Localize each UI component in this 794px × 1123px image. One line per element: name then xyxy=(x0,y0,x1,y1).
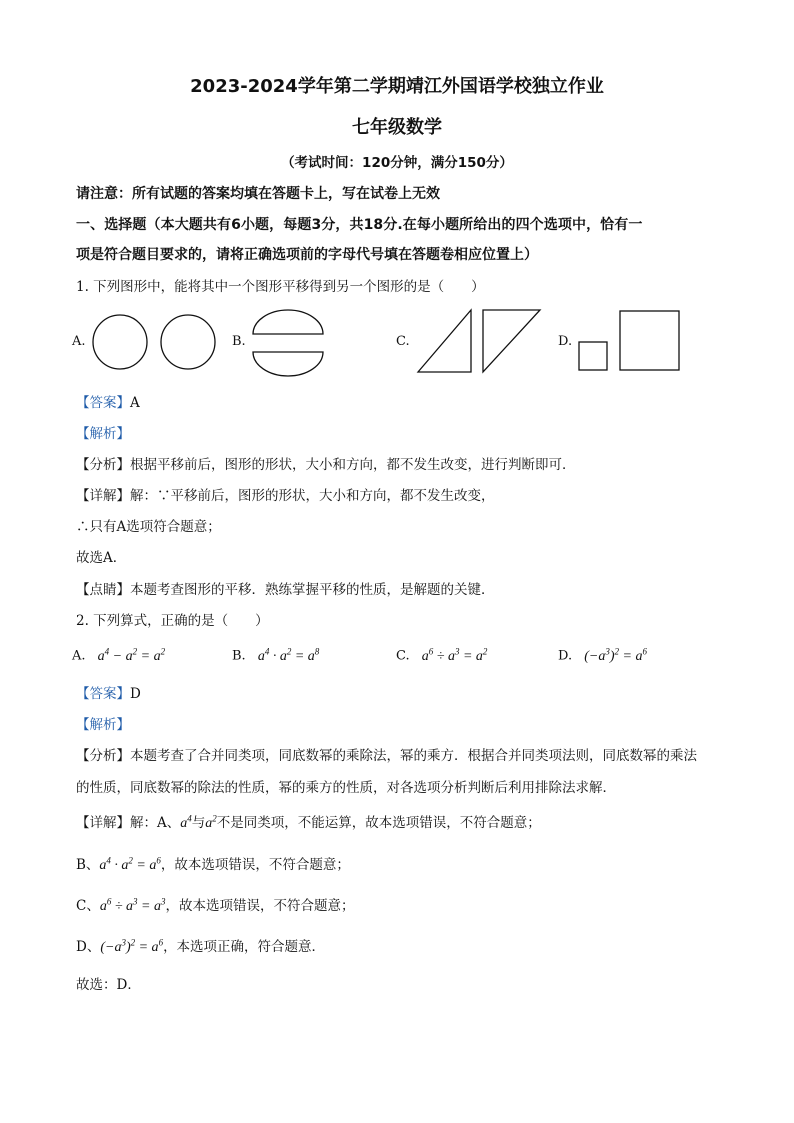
q2-option-d-formula: $(-a^3)^2 = a^6$ xyxy=(584,646,647,664)
detail-a-pre: 解：A、 xyxy=(130,815,181,831)
fenxi-tag: 【分析】 xyxy=(76,457,130,473)
q1-option-d-figure xyxy=(578,310,682,372)
q1-option-d-label: D. xyxy=(558,334,573,349)
detail-tag: 【详解】 xyxy=(76,815,130,831)
detail-d-formula: $(-a^3)^2 = a^6$ xyxy=(100,937,164,955)
q1-option-a-label: A. xyxy=(72,334,86,349)
q2-option-c-formula: $a^6 \div a^3 = a^2$ xyxy=(421,646,488,664)
q2-option-d xyxy=(558,646,647,665)
fenxi-tag: 【分析】 xyxy=(76,748,130,764)
answer-value: D xyxy=(130,686,141,702)
page-title: 2023-2024学年第二学期靖江外国语学校独立作业 xyxy=(190,76,604,97)
fenxi-text: 本题考查了合并同类项，同底数幂的乘除法，幂的乘方．根据合并同类项法则，同底数幂的乘法 xyxy=(130,748,697,764)
detail-tag: 【详解】 xyxy=(76,488,130,504)
q2-option-a-formula: $a^4 - a^2 = a^2$ xyxy=(97,646,166,664)
dianjing-text: 本题考查图形的平移．熟练掌握平移的性质，是解题的关键． xyxy=(130,582,495,598)
q2-analysis-tag: 【解析】 xyxy=(76,717,130,733)
q1-option-c-figure xyxy=(416,308,544,374)
detail-b-pre: B、 xyxy=(76,857,100,873)
q1-fenxi xyxy=(76,453,576,473)
q1-detail xyxy=(76,484,495,504)
q2-option-b-formula: $a^4 \cdot a^2 = a^8$ xyxy=(257,646,320,664)
q2-detail-d xyxy=(76,935,325,956)
question-2-stem: 2. 下列算式，正确的是（ ） xyxy=(76,613,269,629)
q2-option-b-label: B. xyxy=(232,648,246,664)
detail-d-pre: D、 xyxy=(76,939,101,955)
question-1-stem: 1. 下列图形中，能将其中一个图形平移得到另一个图形的是（ ） xyxy=(76,279,485,295)
q1-analysis-tag: 【解析】 xyxy=(76,426,130,442)
detail-c-post: ，故本选项错误，不符合题意； xyxy=(165,898,355,914)
exam-info: （考试时间：120分钟，满分150分） xyxy=(281,155,513,171)
detail-a-mid: 与 xyxy=(191,815,206,831)
q2-option-c xyxy=(396,646,487,665)
q2-option-d-label: D. xyxy=(558,648,573,664)
detail-b-post: ，故本选项错误，不符合题意； xyxy=(160,857,350,873)
notice: 请注意：所有试题的答案均填在答题卡上，写在试卷上无效 xyxy=(76,186,440,202)
q1-option-b-label: B. xyxy=(232,334,246,349)
detail-b-formula: $a^4 \cdot a^2 = a^6$ xyxy=(99,855,161,873)
q1-choose: 故选A． xyxy=(76,550,127,566)
q1-dianjing xyxy=(76,578,495,598)
q1-option-b-figure xyxy=(252,308,324,374)
q2-detail-a xyxy=(76,811,541,832)
q2-option-a-label: A. xyxy=(72,648,86,664)
answer-tag: 【答案】 xyxy=(76,395,130,411)
detail-text: 解：∵平移前后，图形的形状，大小和方向，都不发生改变， xyxy=(130,488,495,504)
dianjing-tag: 【点睛】 xyxy=(76,582,130,598)
q2-option-b xyxy=(232,646,319,665)
q2-option-a xyxy=(72,646,165,665)
fenxi-text: 根据平移前后，图形的形状，大小和方向，都不发生改变，进行判断即可． xyxy=(130,457,576,473)
page-subtitle: 七年级数学 xyxy=(352,117,442,138)
detail-c-pre: C、 xyxy=(76,898,100,914)
q2-detail-c xyxy=(76,894,354,915)
answer-tag: 【答案】 xyxy=(76,686,130,702)
q2-option-c-label: C. xyxy=(396,648,410,664)
section-heading-line1: 一、选择题（本大题共有6小题，每题3分，共18分.在每小题所给出的四个选项中，恰有一 xyxy=(76,217,643,233)
q2-answer xyxy=(76,682,141,702)
q2-fenxi-line2: 的性质，同底数幂的除法的性质，幂的乘方的性质，对各选项分析判断后利用排除法求解． xyxy=(76,780,616,796)
detail-a-term1: $a^4$ xyxy=(180,813,192,831)
q1-option-c-label: C. xyxy=(396,334,410,349)
q1-answer xyxy=(76,391,140,411)
section-heading-line2: 项是符合题目要求的，请将正确选项前的字母代号填在答题卷相应位置上） xyxy=(76,247,538,263)
detail-d-post: ，本选项正确，符合题意． xyxy=(163,939,326,955)
q2-detail-b xyxy=(76,853,350,874)
detail-a-term2: $a^2$ xyxy=(205,813,217,831)
q2-choose: 故选：D． xyxy=(76,977,141,993)
answer-value: A xyxy=(130,395,140,411)
q1-detail-2: ∴只有A选项符合题意； xyxy=(76,519,221,535)
detail-c-formula: $a^6 \div a^3 = a^3$ xyxy=(99,896,166,914)
detail-a-post: 不是同类项，不能运算，故本选项错误，不符合题意； xyxy=(216,815,541,831)
q1-option-a-figure xyxy=(92,313,217,371)
q2-fenxi-line1 xyxy=(76,744,697,764)
